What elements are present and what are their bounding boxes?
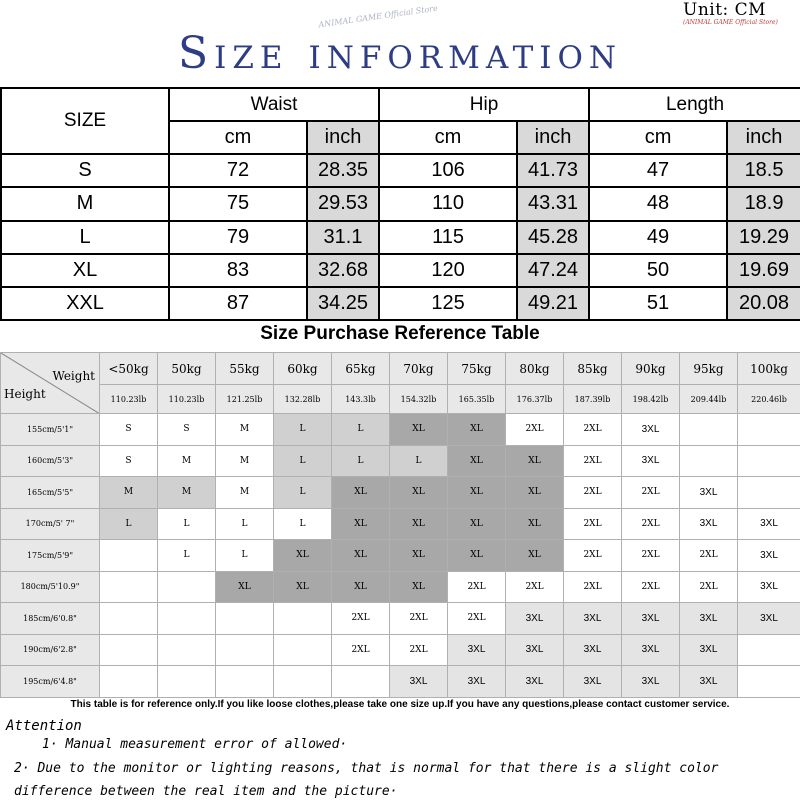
- size-recommendation-cell: L: [390, 445, 448, 477]
- measurement-cell: 28.35: [307, 154, 379, 187]
- reference-row: [1, 666, 800, 698]
- size-name-cell: M: [1, 187, 169, 220]
- size-recommendation-cell: XL: [390, 540, 448, 572]
- size-row: [1, 154, 800, 187]
- diagonal-divider: [1, 353, 100, 414]
- height-cell: 165cm/5'5": [1, 477, 100, 509]
- pound-header-cell: 209.44lb: [680, 385, 738, 414]
- size-recommendation-cell: 2XL: [680, 571, 738, 603]
- size-recommendation-cell: S: [100, 445, 158, 477]
- measurement-cell: 110: [379, 187, 517, 220]
- size-recommendation-cell: 3XL: [622, 666, 680, 698]
- size-recommendation-cell: 3XL: [390, 666, 448, 698]
- page-title: Size information: [177, 28, 623, 79]
- size-recommendation-cell: 2XL: [564, 571, 622, 603]
- size-recommendation-cell: L: [274, 445, 332, 477]
- empty-cell: [158, 571, 216, 603]
- reference-footnote: This table is for reference only.If you like loose clothes,please take one size up.If you have any questions,please contact customer service.: [70, 699, 730, 710]
- measurement-cell: 87: [169, 287, 307, 320]
- size-recommendation-cell: 2XL: [506, 414, 564, 446]
- measurement-cell: 45.28: [517, 221, 589, 254]
- size-recommendation-cell: M: [158, 445, 216, 477]
- height-cell: 170cm/5' 7": [1, 508, 100, 540]
- measurement-cell: 29.53: [307, 187, 379, 220]
- empty-cell: [738, 666, 800, 698]
- size-table: [0, 87, 800, 321]
- empty-cell: [738, 634, 800, 666]
- reference-table-title: Size Purchase Reference Table: [260, 323, 540, 344]
- size-recommendation-cell: 3XL: [448, 666, 506, 698]
- empty-cell: [274, 634, 332, 666]
- size-recommendation-cell: 2XL: [564, 540, 622, 572]
- size-recommendation-cell: 3XL: [564, 634, 622, 666]
- height-cell: 175cm/5'9": [1, 540, 100, 572]
- waist-cm-header: cm: [169, 121, 307, 154]
- size-recommendation-cell: L: [274, 414, 332, 446]
- pound-header-cell: 154.32lb: [390, 385, 448, 414]
- size-recommendation-cell: XL: [390, 477, 448, 509]
- empty-cell: [216, 634, 274, 666]
- size-recommendation-cell: 2XL: [506, 571, 564, 603]
- size-recommendation-cell: 3XL: [622, 603, 680, 635]
- measurement-cell: 83: [169, 254, 307, 287]
- empty-cell: [100, 666, 158, 698]
- attention-heading: Attention: [6, 718, 82, 734]
- weight-header-cell: 55kg: [216, 353, 274, 385]
- empty-cell: [216, 603, 274, 635]
- size-recommendation-cell: L: [100, 508, 158, 540]
- size-recommendation-cell: 2XL: [622, 571, 680, 603]
- size-recommendation-cell: 3XL: [622, 414, 680, 446]
- measurement-cell: 50: [589, 254, 727, 287]
- measurement-cell: 43.31: [517, 187, 589, 220]
- hip-cm-header: cm: [379, 121, 517, 154]
- size-header: SIZE: [1, 88, 169, 154]
- size-recommendation-cell: 3XL: [680, 477, 738, 509]
- size-recommendation-cell: L: [158, 540, 216, 572]
- unit-label: Unit: CM: [683, 0, 767, 20]
- weight-header-cell: 85kg: [564, 353, 622, 385]
- measurement-cell: 32.68: [307, 254, 379, 287]
- size-recommendation-cell: XL: [274, 540, 332, 572]
- size-recommendation-cell: 3XL: [622, 445, 680, 477]
- pound-header-cell: 143.3lb: [332, 385, 390, 414]
- pound-header-cell: 176.37lb: [506, 385, 564, 414]
- measurement-cell: 49: [589, 221, 727, 254]
- measurement-cell: 106: [379, 154, 517, 187]
- measurement-cell: 18.9: [727, 187, 800, 220]
- empty-cell: [216, 666, 274, 698]
- size-recommendation-cell: L: [332, 445, 390, 477]
- measurement-cell: 48: [589, 187, 727, 220]
- waist-inch-header: inch: [307, 121, 379, 154]
- size-recommendation-cell: XL: [448, 540, 506, 572]
- hip-inch-header: inch: [517, 121, 589, 154]
- pound-header-cell: 110.23lb: [100, 385, 158, 414]
- size-recommendation-cell: XL: [216, 571, 274, 603]
- size-recommendation-cell: M: [216, 414, 274, 446]
- reference-row: [1, 571, 800, 603]
- size-recommendation-cell: XL: [448, 414, 506, 446]
- empty-cell: [274, 603, 332, 635]
- height-label: Height: [4, 387, 46, 401]
- reference-row: [1, 477, 800, 509]
- pound-header-cell: 220.46lb: [738, 385, 800, 414]
- size-recommendation-cell: 3XL: [680, 603, 738, 635]
- size-row: [1, 187, 800, 220]
- measurement-cell: 47.24: [517, 254, 589, 287]
- length-inch-header: inch: [727, 121, 800, 154]
- size-row: [1, 221, 800, 254]
- weight-header-cell: 65kg: [332, 353, 390, 385]
- size-recommendation-cell: 3XL: [680, 634, 738, 666]
- reference-row: [1, 414, 800, 446]
- size-recommendation-cell: 3XL: [680, 508, 738, 540]
- reference-row: [1, 634, 800, 666]
- size-recommendation-cell: L: [158, 508, 216, 540]
- size-recommendation-cell: M: [216, 477, 274, 509]
- size-recommendation-cell: 3XL: [506, 666, 564, 698]
- weight-label: Weight: [52, 369, 95, 383]
- empty-cell: [158, 634, 216, 666]
- height-cell: 195cm/6'4.8": [1, 666, 100, 698]
- empty-cell: [158, 603, 216, 635]
- empty-cell: [680, 414, 738, 446]
- weight-header-cell: 80kg: [506, 353, 564, 385]
- size-recommendation-cell: 3XL: [506, 603, 564, 635]
- size-recommendation-cell: L: [274, 477, 332, 509]
- attention-item-1: 1· Manual measurement error of allowed·: [42, 737, 348, 752]
- size-recommendation-cell: L: [274, 508, 332, 540]
- measurement-cell: 79: [169, 221, 307, 254]
- measurement-cell: 49.21: [517, 287, 589, 320]
- size-name-cell: S: [1, 154, 169, 187]
- empty-cell: [332, 666, 390, 698]
- measurement-cell: 72: [169, 154, 307, 187]
- length-header: Length: [589, 88, 800, 121]
- empty-cell: [738, 414, 800, 446]
- size-recommendation-cell: 2XL: [564, 445, 622, 477]
- size-recommendation-cell: 2XL: [390, 634, 448, 666]
- measurement-cell: 75: [169, 187, 307, 220]
- size-recommendation-cell: 2XL: [564, 414, 622, 446]
- size-recommendation-cell: XL: [506, 477, 564, 509]
- size-recommendation-cell: XL: [332, 571, 390, 603]
- weight-header-cell: 100kg: [738, 353, 800, 385]
- size-recommendation-cell: 3XL: [738, 571, 800, 603]
- size-recommendation-cell: 3XL: [564, 666, 622, 698]
- size-recommendation-cell: 2XL: [448, 571, 506, 603]
- measurement-cell: 18.5: [727, 154, 800, 187]
- size-recommendation-cell: XL: [332, 508, 390, 540]
- size-recommendation-cell: XL: [448, 508, 506, 540]
- height-cell: 190cm/6'2.8": [1, 634, 100, 666]
- size-recommendation-cell: L: [216, 508, 274, 540]
- weight-header-cell: 90kg: [622, 353, 680, 385]
- measurement-cell: 31.1: [307, 221, 379, 254]
- size-recommendation-cell: XL: [390, 571, 448, 603]
- measurement-cell: 41.73: [517, 154, 589, 187]
- pound-header-cell: 132.28lb: [274, 385, 332, 414]
- length-cm-header: cm: [589, 121, 727, 154]
- attention-item-3: difference between the real item and the picture·: [14, 784, 398, 799]
- size-recommendation-cell: L: [332, 414, 390, 446]
- size-recommendation-cell: XL: [448, 445, 506, 477]
- pound-header-cell: 121.25lb: [216, 385, 274, 414]
- weight-header-cell: 60kg: [274, 353, 332, 385]
- size-recommendation-cell: 2XL: [390, 603, 448, 635]
- empty-cell: [100, 603, 158, 635]
- attention-item-2: 2· Due to the monitor or lighting reasons, that is normal for that there is a slight color: [14, 761, 719, 776]
- size-recommendation-cell: 3XL: [622, 634, 680, 666]
- empty-cell: [100, 634, 158, 666]
- measurement-cell: 47: [589, 154, 727, 187]
- size-recommendation-cell: M: [216, 445, 274, 477]
- size-recommendation-cell: 3XL: [448, 634, 506, 666]
- size-recommendation-cell: 2XL: [564, 508, 622, 540]
- size-row: [1, 287, 800, 320]
- size-recommendation-cell: 3XL: [564, 603, 622, 635]
- size-recommendation-cell: 3XL: [738, 540, 800, 572]
- size-recommendation-cell: 2XL: [564, 477, 622, 509]
- size-recommendation-cell: 2XL: [622, 477, 680, 509]
- measurement-cell: 20.08: [727, 287, 800, 320]
- watermark-text: ANIMAL GAME Official Store: [317, 3, 439, 30]
- pound-header-cell: 165.35lb: [448, 385, 506, 414]
- size-recommendation-cell: L: [216, 540, 274, 572]
- weight-header-cell: 50kg: [158, 353, 216, 385]
- empty-cell: [100, 540, 158, 572]
- size-recommendation-cell: 2XL: [622, 540, 680, 572]
- measurement-cell: 51: [589, 287, 727, 320]
- pound-header-cell: 187.39lb: [564, 385, 622, 414]
- empty-cell: [738, 477, 800, 509]
- size-recommendation-cell: XL: [390, 414, 448, 446]
- empty-cell: [738, 445, 800, 477]
- measurement-cell: 120: [379, 254, 517, 287]
- empty-cell: [274, 666, 332, 698]
- size-recommendation-cell: XL: [390, 508, 448, 540]
- height-cell: 155cm/5'1": [1, 414, 100, 446]
- pound-header-cell: 198.42lb: [622, 385, 680, 414]
- reference-table: [0, 352, 800, 698]
- size-recommendation-cell: 2XL: [332, 634, 390, 666]
- empty-cell: [158, 666, 216, 698]
- size-recommendation-cell: XL: [448, 477, 506, 509]
- reference-row: [1, 540, 800, 572]
- measurement-cell: 19.69: [727, 254, 800, 287]
- size-recommendation-cell: 3XL: [680, 666, 738, 698]
- size-name-cell: L: [1, 221, 169, 254]
- measurement-cell: 115: [379, 221, 517, 254]
- size-recommendation-cell: 3XL: [506, 634, 564, 666]
- size-recommendation-cell: 3XL: [738, 508, 800, 540]
- size-recommendation-cell: M: [100, 477, 158, 509]
- size-recommendation-cell: 2XL: [332, 603, 390, 635]
- size-recommendation-cell: S: [100, 414, 158, 446]
- weight-header-cell: <50kg: [100, 353, 158, 385]
- store-note: (ANIMAL GAME Official Store): [683, 19, 778, 26]
- size-recommendation-cell: 3XL: [738, 603, 800, 635]
- hip-header: Hip: [379, 88, 589, 121]
- size-recommendation-cell: XL: [506, 508, 564, 540]
- pound-header-cell: 110.23lb: [158, 385, 216, 414]
- weight-header-cell: 70kg: [390, 353, 448, 385]
- measurement-cell: 19.29: [727, 221, 800, 254]
- waist-header: Waist: [169, 88, 379, 121]
- reference-row: [1, 508, 800, 540]
- size-recommendation-cell: XL: [274, 571, 332, 603]
- height-cell: 185cm/6'0.8": [1, 603, 100, 635]
- size-recommendation-cell: XL: [506, 540, 564, 572]
- height-cell: 180cm/5'10.9": [1, 571, 100, 603]
- size-recommendation-cell: XL: [332, 540, 390, 572]
- empty-cell: [100, 571, 158, 603]
- size-recommendation-cell: 2XL: [448, 603, 506, 635]
- weight-height-corner: [1, 353, 100, 414]
- weight-header-cell: 95kg: [680, 353, 738, 385]
- size-recommendation-cell: 2XL: [622, 508, 680, 540]
- empty-cell: [680, 445, 738, 477]
- reference-row: [1, 445, 800, 477]
- size-recommendation-cell: 2XL: [680, 540, 738, 572]
- size-name-cell: XXL: [1, 287, 169, 320]
- height-cell: 160cm/5'3": [1, 445, 100, 477]
- size-recommendation-cell: M: [158, 477, 216, 509]
- size-name-cell: XL: [1, 254, 169, 287]
- size-recommendation-cell: S: [158, 414, 216, 446]
- size-row: [1, 254, 800, 287]
- measurement-cell: 34.25: [307, 287, 379, 320]
- weight-header-cell: 75kg: [448, 353, 506, 385]
- size-recommendation-cell: XL: [506, 445, 564, 477]
- reference-row: [1, 603, 800, 635]
- size-recommendation-cell: XL: [332, 477, 390, 509]
- measurement-cell: 125: [379, 287, 517, 320]
